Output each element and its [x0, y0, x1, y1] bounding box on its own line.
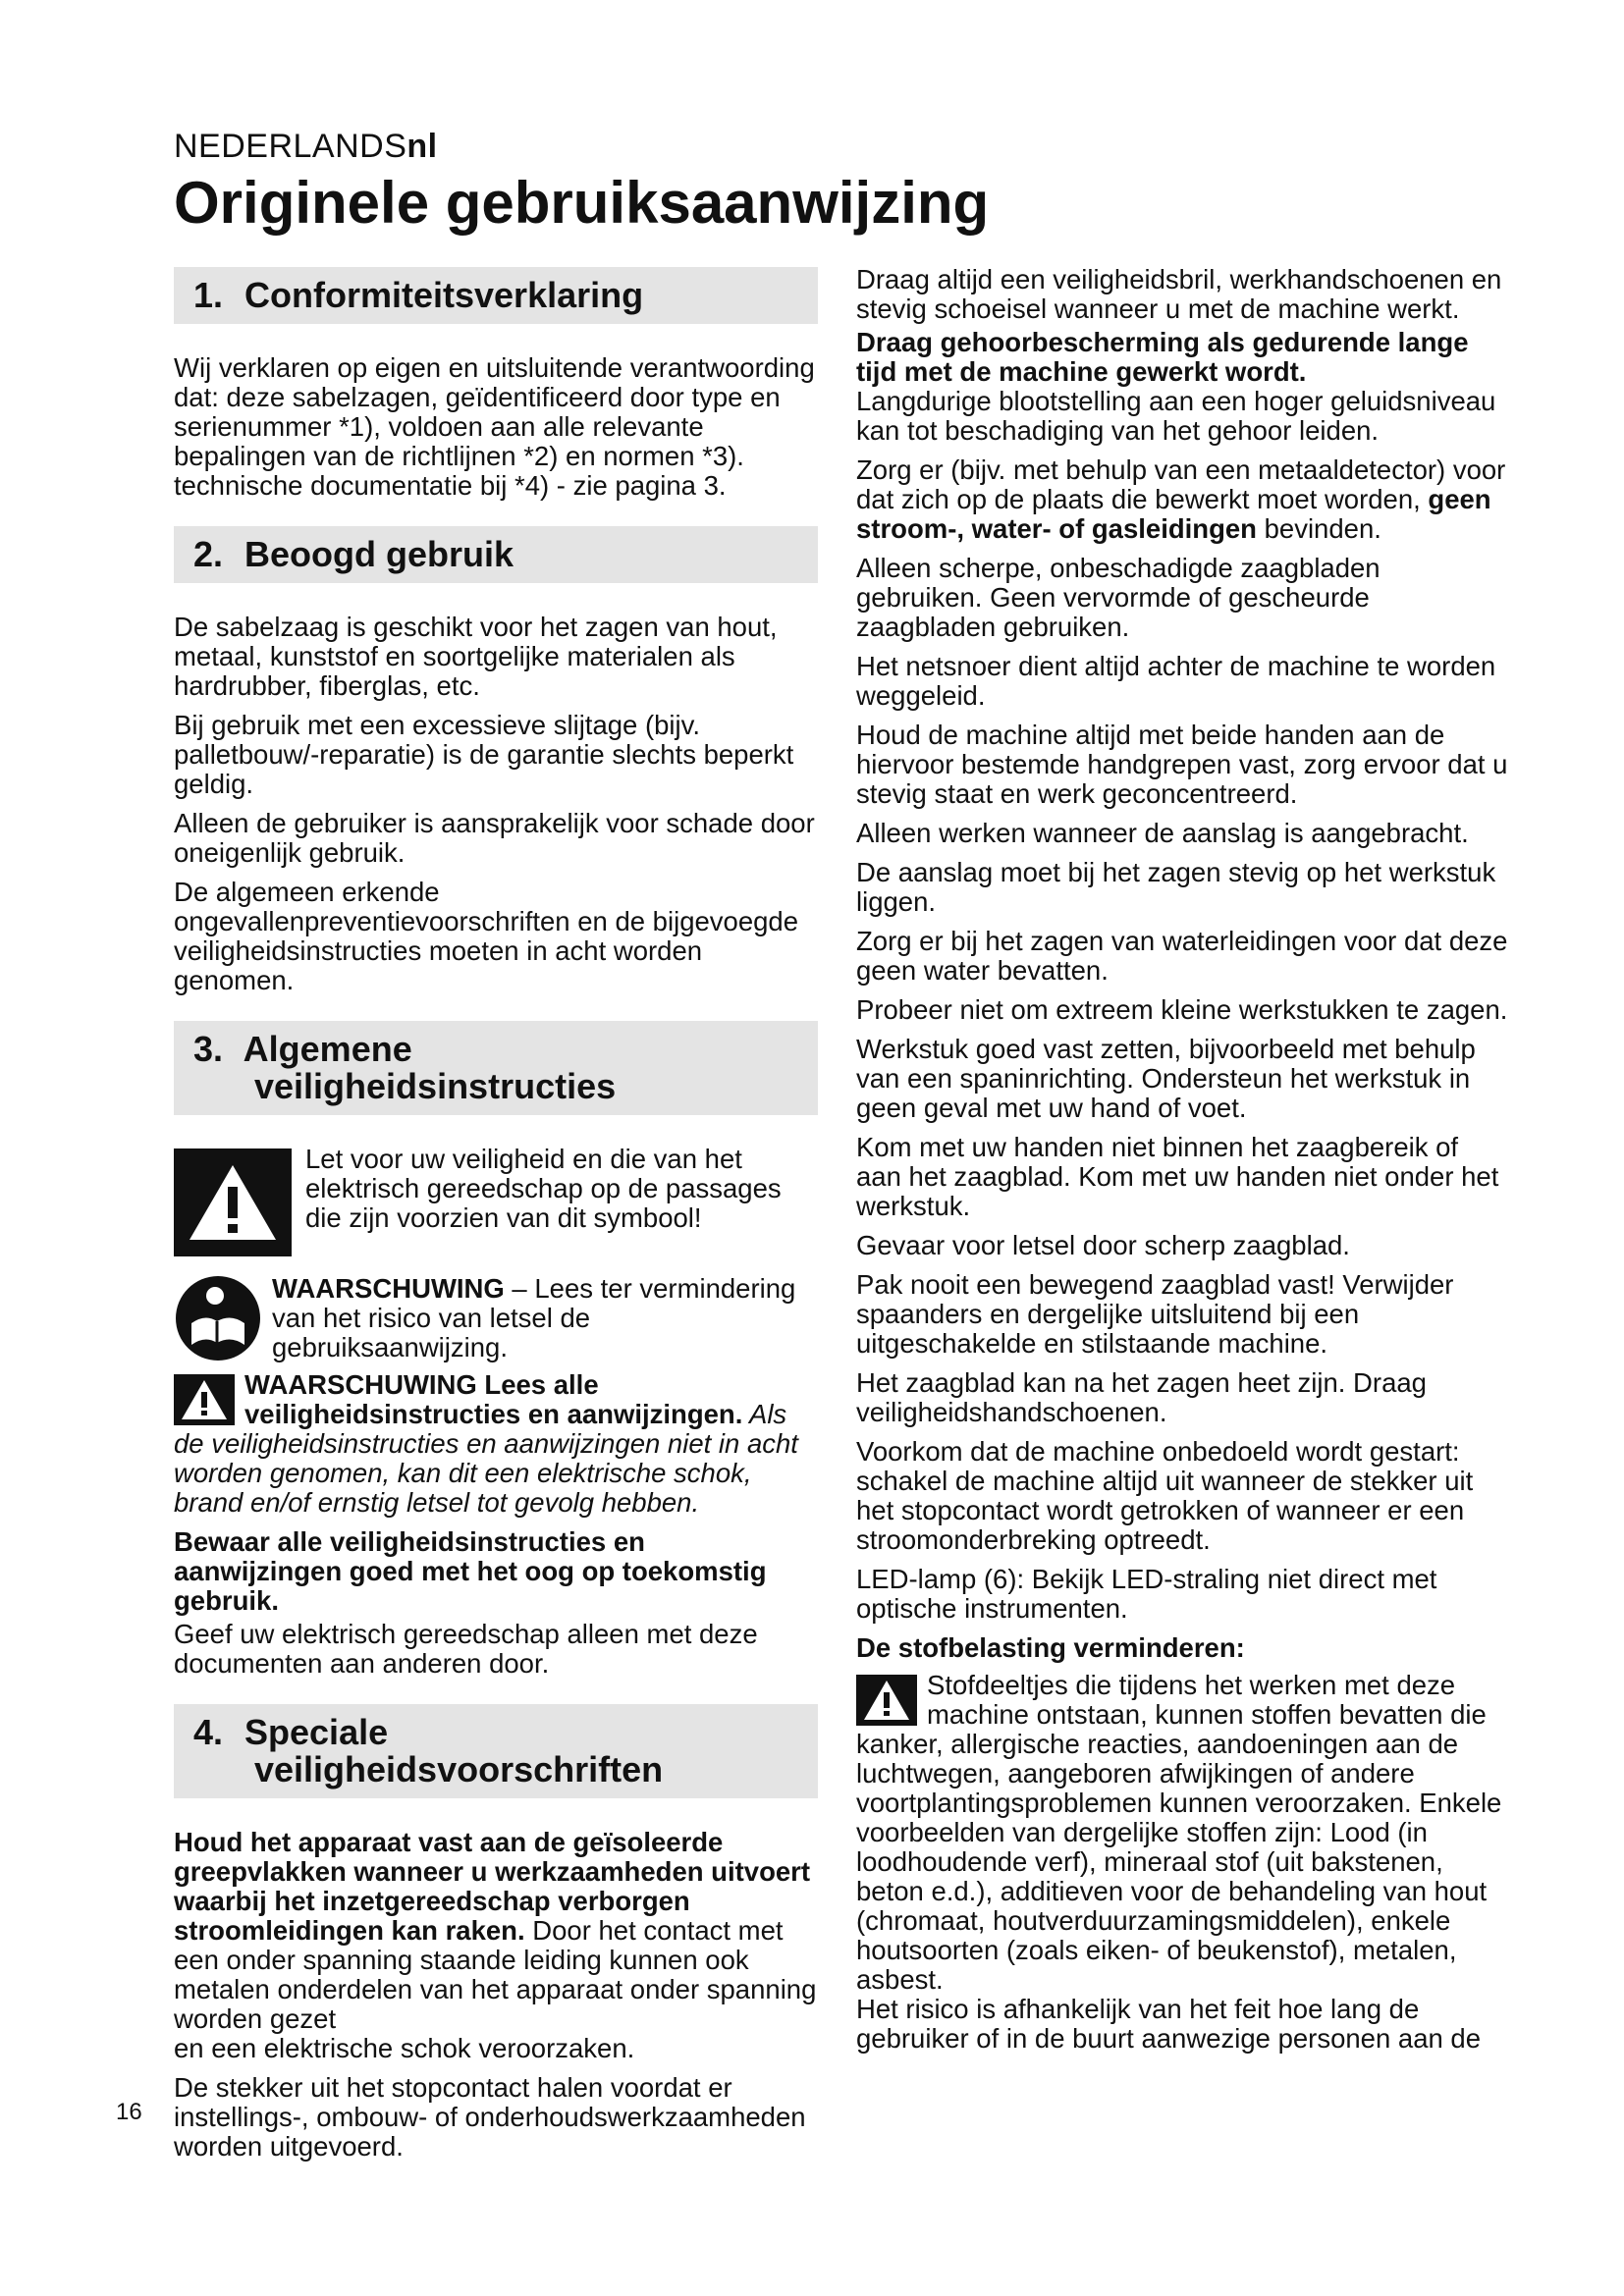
manual-warning	[174, 1274, 818, 1362]
paragraph: Het risico is afhankelijk van het feit hoe lang de gebruiker of in de buurt aanwezige personen aan de	[856, 1994, 1482, 2054]
paragraph: Bij gebruik met een excessieve slijtage (bijv. palletbouw/-reparatie) is de garantie slechts beperkt geldig.	[174, 710, 794, 799]
paragraph: Draag altijd een veiligheidsbril, werkhandschoenen en stevig schoeisel wanneer u met de machine werkt.	[856, 264, 1502, 324]
section-heading-2	[174, 526, 818, 583]
warning-label: WAARSCHUWING	[272, 1273, 505, 1304]
left-column	[174, 267, 818, 2171]
paragraph: De sabelzaag is geschikt voor het zagen van hout, metaal, kunststof en soortgelijke materialen als hardrubber, fiberglas, etc.	[174, 612, 778, 701]
paragraph: De aanslag moet bij het zagen stevig op het werkstuk liggen.	[856, 857, 1496, 917]
paragraph: Probeer niet om extreem kleine werkstukken te zagen.	[856, 994, 1508, 1025]
bold-text: geen stroom-, water- of gasleidingen	[856, 484, 1491, 544]
warning-triangle-icon	[174, 1148, 292, 1256]
warning-triangle-icon	[856, 1675, 917, 1726]
text: bevinden.	[1256, 513, 1381, 544]
paragraph: Alleen werken wanneer de aanslag is aangebracht.	[856, 818, 1469, 848]
hold-text-cont: en een elektrische schok veroorzaken.	[174, 2033, 635, 2063]
right-column	[856, 265, 1509, 2063]
paragraph: Het zaagblad kan na het zagen heet zijn. Draag veiligheidshandschoenen.	[856, 1367, 1427, 1427]
keep-instructions-text: Geef uw elektrisch gereedschap alleen met deze documenten aan anderen door.	[174, 1619, 758, 1679]
paragraph: Alleen scherpe, onbeschadigde zaagbladen gebruiken. Geen vervormde of gescheurde zaagbladen gebruiken.	[856, 553, 1380, 642]
paragraph: Voorkom dat de machine onbedoeld wordt gestart: schakel de machine altijd uit wanneer de stekker uit het stopcontact wordt getrokken of wanneer er een stroomonderbreking optreedt.	[856, 1436, 1474, 1555]
paragraph: Zorg er bij het zagen van waterleidingen voor dat deze geen water bevatten.	[856, 926, 1508, 986]
paragraph: De algemeen erkende ongevallenpreventievoorschriften en de bijgevoegde veiligheidsinstructies moeten in acht worden genomen.	[174, 877, 799, 995]
section-title: Conformiteitsverklaring	[244, 275, 644, 315]
symbol-text: Let voor uw veiligheid en die van het elektrisch gereedschap op de passages die zijn voorzien van dit symbool!	[305, 1144, 782, 1233]
page-number: 16	[116, 2099, 142, 2125]
hearing-protection-heading: Draag gehoorbescherming als gedurende lange tijd met de machine gewerkt wordt.	[856, 327, 1469, 387]
paragraph: Houd de machine altijd met beide handen aan de hiervoor bestemde handgrepen vast, zorg ervoor dat u stevig staat en werk geconcentreerd.	[856, 720, 1508, 809]
dust-heading: De stofbelasting verminderen:	[856, 1632, 1245, 1663]
hold-text: Door het contact met een onder spanning staande leiding kunnen ook metalen onderdelen van het apparaat onder spanning worden gezet	[174, 1915, 817, 2034]
keep-instructions-heading: Bewaar alle veiligheidsinstructies en aanwijzingen goed met het oog op toekomstig gebruik.	[174, 1526, 767, 1616]
text: Zorg er (bijv. met behulp van een metaaldetector) voor dat zich op de plaats die bewerkt moet worden,	[856, 454, 1506, 514]
language-header	[174, 128, 438, 166]
section-heading-3	[174, 1021, 818, 1115]
paragraph: Kom met uw handen niet binnen het zaagbereik of aan het zaagblad. Kom met uw handen niet onder het werkstuk.	[856, 1132, 1499, 1221]
page-title: Originele gebruiksaanwijzing	[174, 170, 990, 236]
section-heading-1	[174, 267, 818, 324]
detector-paragraph	[856, 455, 1509, 544]
warning-text: – Lees ter vermindering van het risico van letsel de gebruiksaanwijzing.	[272, 1273, 796, 1362]
section-heading-4	[174, 1704, 818, 1798]
symbol-notice	[174, 1145, 818, 1256]
paragraph: Gevaar voor letsel door scherp zaagblad.	[856, 1230, 1350, 1260]
paragraph: Langdurige blootstelling aan een hoger geluidsniveau kan tot beschadiging van het gehoor leiden.	[856, 386, 1496, 446]
section-title-line2: veiligheidsvoorschriften	[254, 1749, 664, 1789]
hold-bold-text: Houd het apparaat vast aan de geïsoleerde greepvlakken wanneer u werkzaamheden uitvoert waarbij het inzetgereedschap verborgen stroomleidingen kan raken.	[174, 1827, 811, 1946]
paragraph: Het netsnoer dient altijd achter de machine te worden weggeleid.	[856, 651, 1496, 711]
general-warning	[174, 1370, 818, 1518]
paragraph: Alleen de gebruiker is aansprakelijk voor schade door oneigenlijk gebruik.	[174, 808, 815, 868]
read-manual-icon	[174, 1274, 262, 1362]
paragraph: LED-lamp (6): Bekijk LED-straling niet direct met optische instrumenten.	[856, 1564, 1437, 1624]
warning-italic-text: Als de veiligheidsinstructies en aanwijzingen niet in acht worden genomen, kan dit een elektrische schok, brand en/of ernstig letsel tot gevolg hebben.	[174, 1399, 798, 1518]
dust-paragraph	[856, 1671, 1509, 1995]
language-code: nl	[406, 128, 438, 165]
section-number: 4.	[193, 1712, 224, 1752]
paragraph: Pak nooit een bewegend zaagblad vast! Verwijder spaanders en dergelijke uitsluitend bij een uitgeschakelde en stilstaande machine.	[856, 1269, 1454, 1359]
warning-bold-text: WAARSCHUWING Lees alle veiligheidsinstructies en aanwijzingen.	[244, 1370, 743, 1429]
plug-text: De stekker uit het stopcontact halen voordat er instellings-, ombouw- of onderhoudswerkzaamheden worden uitgevoerd.	[174, 2072, 806, 2162]
language-name: NEDERLANDS	[174, 128, 407, 165]
section-number: 3.	[193, 1029, 224, 1069]
paragraph: Werkstuk goed vast zetten, bijvoorbeeld met behulp van een spaninrichting. Ondersteun het werkstuk in geen geval met uw hand of voet.	[856, 1034, 1476, 1123]
dust-text: Stofdeeltjes die tijdens het werken met deze machine ontstaan, kunnen stoffen bevatten die kanker, allergische reacties, aandoeningen aan de luchtwegen, aangeboren afwijkingen of andere voortplantingsproblemen kunnen veroorzaken. Enkele voorbeelden van dergelijke stoffen zijn: Lood (in loodhoudende verf), mineraal stof (uit bakstenen, beton e.d.), additieven voor de behandeling van hout (chromaat, houtverduurzamingsmiddelen), enkele houtsoorten (zoals eiken- of beukenstof), metalen, asbest.	[856, 1671, 1502, 1995]
section-number: 2.	[193, 534, 224, 574]
hold-paragraph	[174, 1828, 818, 2034]
section-title: Algemene	[243, 1029, 412, 1069]
conformity-text: Wij verklaren op eigen en uitsluitende verantwoording dat: deze sabelzagen, geïdentificeerd door type en serienummer *1), voldoen aan alle relevante bepalingen van de richtlijnen *2) en normen *3). technische documentatie bij *4) - zie pagina 3.	[174, 352, 815, 501]
section-title: Speciale	[244, 1712, 389, 1752]
section-title: Beoogd gebruik	[244, 534, 514, 574]
section-number: 1.	[193, 275, 224, 315]
warning-triangle-icon	[174, 1374, 235, 1425]
section-title-line2: veiligheidsinstructies	[254, 1066, 617, 1106]
